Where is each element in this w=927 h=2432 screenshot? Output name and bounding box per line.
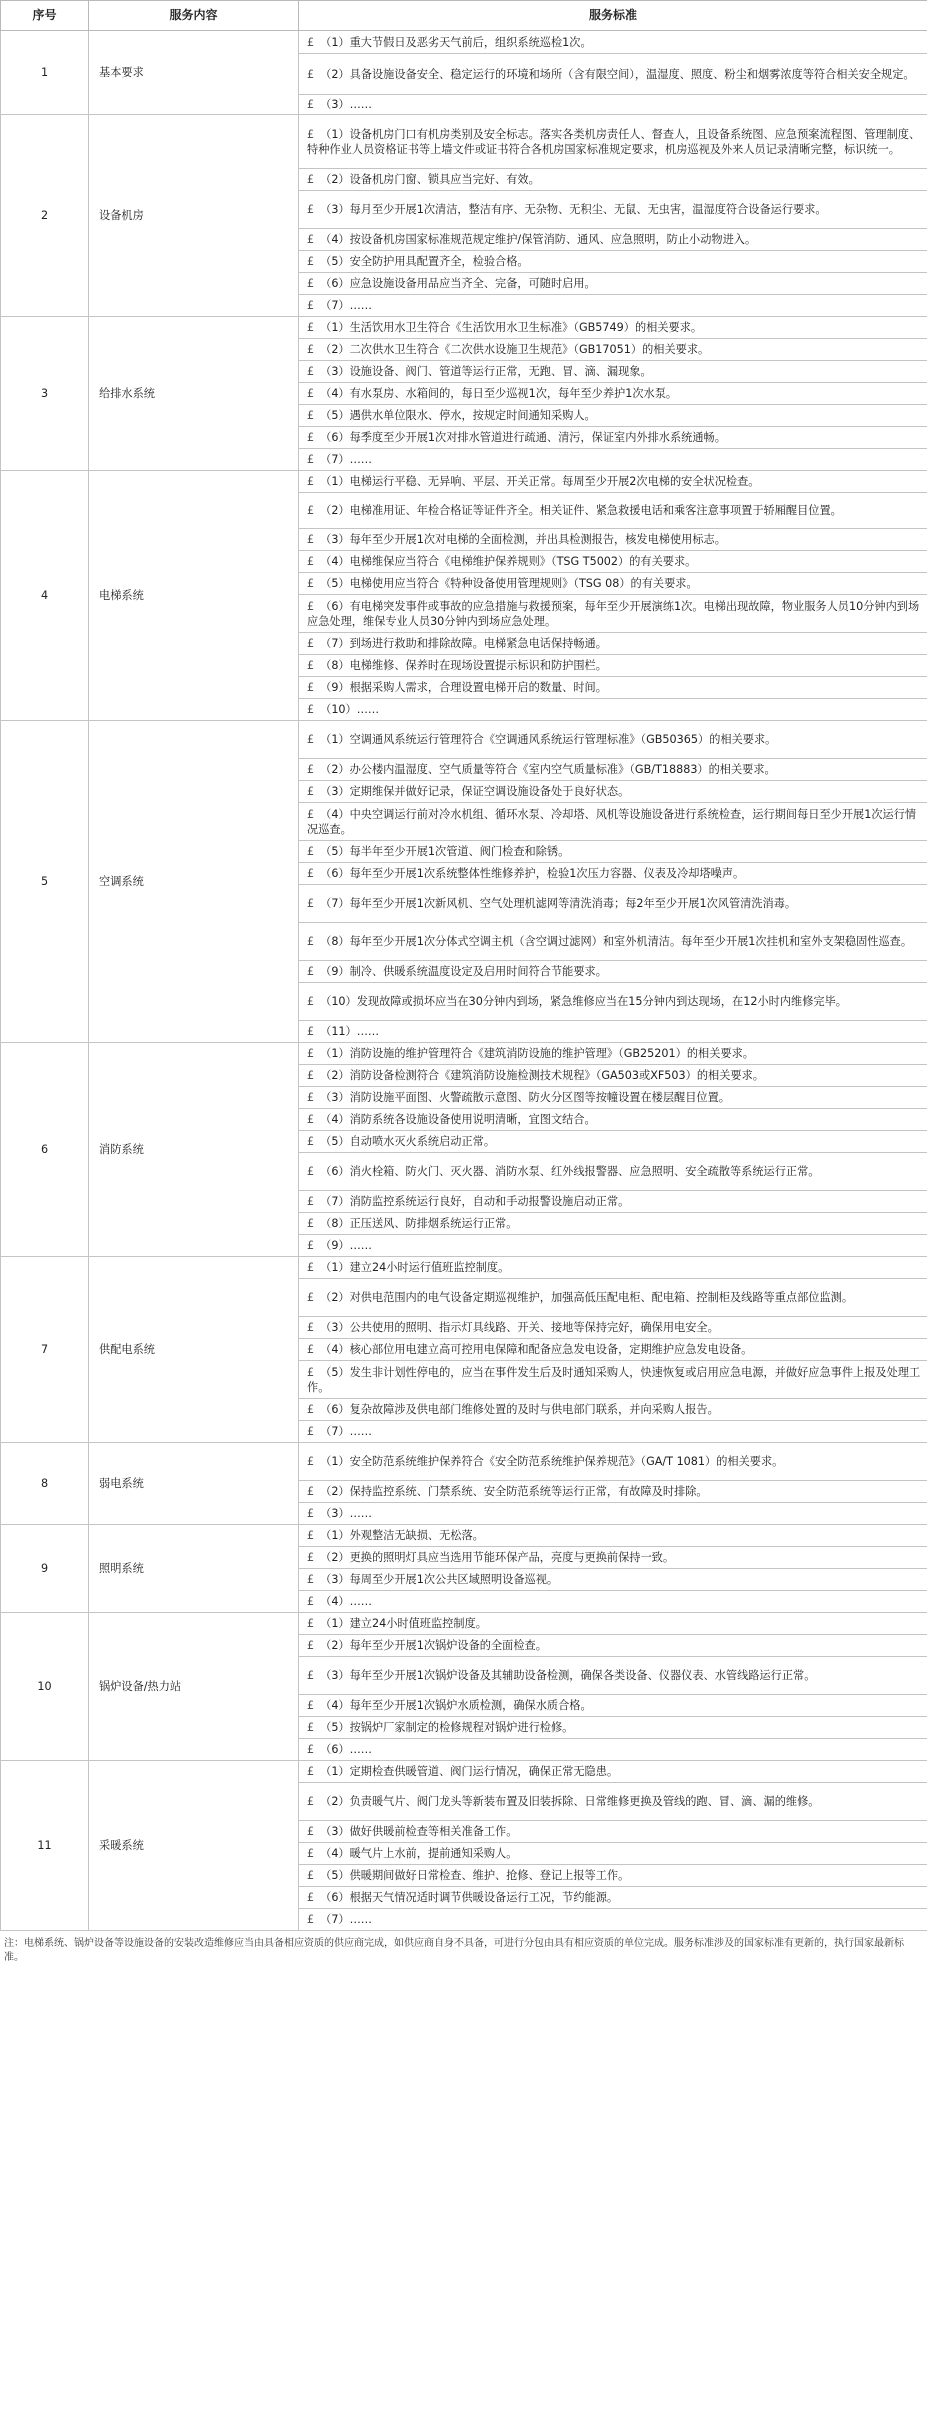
checkbox-icon: £: [307, 233, 315, 246]
standard-item: [299, 721, 927, 759]
standard-item-text: （9）……: [320, 1239, 372, 1252]
standard-item-text: （4）按设备机房国家标准规范规定维护/保管消防、通风、应急照明，防止小动物进入。: [320, 233, 757, 246]
standard-item: [299, 1695, 927, 1717]
checkbox-icon: £: [307, 299, 315, 312]
section-name: 弱电系统: [89, 1443, 299, 1525]
standard-item: [299, 471, 927, 493]
section-name: 照明系统: [89, 1525, 299, 1613]
section-number: 6: [1, 1043, 89, 1257]
table-row: [1, 1761, 927, 1783]
checkbox-icon: £: [307, 1425, 315, 1438]
standard-item-text: （4）电梯维保应当符合《电梯维护保养规则》（TSG T5002）的有关要求。: [320, 555, 697, 568]
standard-item: [299, 529, 927, 551]
standard-item: [299, 1109, 927, 1131]
standard-item-text: （4）……: [320, 1595, 372, 1608]
standard-item-text: （2）负责暖气片、阀门龙头等新装布置及旧装拆除、日常维修更换及管线的跑、冒、滴、漏的维修。: [320, 1795, 820, 1808]
checkbox-icon: £: [307, 35, 315, 49]
checkbox-icon: £: [307, 935, 315, 948]
table-row: [1, 471, 927, 493]
section-number: 9: [1, 1525, 89, 1613]
checkbox-icon: £: [307, 67, 315, 81]
checkbox-icon: £: [307, 1217, 315, 1230]
checkbox-icon: £: [307, 1261, 315, 1274]
section-number: 8: [1, 1443, 89, 1525]
standard-item-text: （5）发生非计划性停电的，应当在事件发生后及时通知采购人，快速恢复或启用应急电源，并做好应急事件上报及处理工作。: [307, 1365, 921, 1394]
standard-item: [299, 169, 927, 191]
standard-item-text: （3）消防设施平面图、火警疏散示意图、防火分区图等按幢设置在楼层醒目位置。: [320, 1091, 730, 1104]
standard-item: [299, 1065, 927, 1087]
standard-item: [299, 1613, 927, 1635]
header-service-standard: 服务标准: [299, 1, 927, 31]
checkbox-icon: £: [307, 1239, 315, 1252]
standard-item-text: （2）每年至少开展1次锅炉设备的全面检查。: [320, 1639, 547, 1652]
standard-item: [299, 95, 927, 115]
standard-item-text: （1）空调通风系统运行管理符合《空调通风系统运行管理标准》（GB50365）的相关要求。: [320, 733, 777, 746]
standard-item: [299, 1635, 927, 1657]
checkbox-icon: £: [307, 203, 315, 216]
standard-item-text: （6）有电梯突发事件或事故的应急措施与救援预案，每年至少开展演练1次。电梯出现故障，物业服务人员10分钟内到场应急处理，维保专业人员30分钟内到场应急处理。: [307, 599, 920, 628]
standard-item-text: （4）有水泵房、水箱间的，每日至少巡视1次，每年至少养护1次水泵。: [320, 387, 678, 400]
standard-item: [299, 1547, 927, 1569]
standard-item-text: （7）……: [320, 1425, 372, 1438]
table-row: [1, 1043, 927, 1065]
standard-item: [299, 1043, 927, 1065]
standard-item: [299, 803, 927, 841]
standard-item: [299, 427, 927, 449]
standard-item-text: （5）供暖期间做好日常检查、维护、抢修、登记上报等工作。: [320, 1869, 630, 1882]
section-name: 基本要求: [89, 31, 299, 115]
standard-item: [299, 759, 927, 781]
standard-item: [299, 1717, 927, 1739]
section-number: 4: [1, 471, 89, 721]
standard-item-text: （3）公共使用的照明、指示灯具线路、开关、接地等保持完好，确保用电安全。: [320, 1321, 719, 1334]
checkbox-icon: £: [307, 1165, 315, 1178]
standard-item: [299, 317, 927, 339]
standard-item: [299, 781, 927, 803]
standard-item-text: （1）消防设施的维护管理符合《建筑消防设施的维护管理》（GB25201）的相关要求。: [320, 1047, 754, 1060]
standard-item: [299, 1153, 927, 1191]
standard-item-text: （6）每季度至少开展1次对排水管道进行疏通、清污，保证室内外排水系统通畅。: [320, 431, 726, 444]
standard-item: [299, 983, 927, 1021]
standard-item: [299, 633, 927, 655]
standard-item-text: （3）每年至少开展1次锅炉设备及其辅助设备检测，确保各类设备、仪器仪表、水管线路运行正常。: [320, 1669, 816, 1682]
checkbox-icon: £: [307, 703, 315, 716]
standard-item-text: （8）每年至少开展1次分体式空调主机（含空调过滤网）和室外机清洁。每年至少开展1次挂机和室外支架稳固性巡查。: [320, 935, 913, 948]
checkbox-icon: £: [307, 1669, 315, 1682]
checkbox-icon: £: [307, 1595, 315, 1608]
standard-item-text: （5）自动喷水灭火系统启动正常。: [320, 1135, 496, 1148]
standard-item-text: （1）安全防范系统维护保养符合《安全防范系统维护保养规范》（GA/T 1081）的相关要求。: [320, 1455, 784, 1468]
standard-item: [299, 655, 927, 677]
standard-item: [299, 383, 927, 405]
standard-item: [299, 1021, 927, 1043]
checkbox-icon: £: [307, 1343, 315, 1356]
standard-item-text: （5）每半年至少开展1次管道、阀门检查和除锈。: [320, 845, 570, 858]
checkbox-icon: £: [307, 807, 315, 821]
standard-item-text: （7）每年至少开展1次新风机、空气处理机滤网等清洗消毒；每2年至少开展1次风管清洗消毒。: [320, 897, 797, 910]
header-no: 序号: [1, 1, 89, 31]
checkbox-icon: £: [307, 1617, 315, 1630]
standard-item-text: （2）设备机房门窗、锁具应当完好、有效。: [320, 173, 540, 186]
checkbox-icon: £: [307, 453, 315, 466]
checkbox-icon: £: [307, 321, 315, 334]
checkbox-icon: £: [307, 555, 315, 568]
checkbox-icon: £: [307, 127, 315, 141]
checkbox-icon: £: [307, 1195, 315, 1208]
standard-item-text: （3）……: [320, 1507, 372, 1520]
checkbox-icon: £: [307, 475, 315, 488]
standard-item: [299, 1213, 927, 1235]
standard-item-text: （4）每年至少开展1次锅炉水质检测，确保水质合格。: [320, 1699, 592, 1712]
section-number: 5: [1, 721, 89, 1043]
standard-item-text: （6）复杂故障涉及供电部门维修处置的及时与供电部门联系，并向采购人报告。: [320, 1403, 719, 1416]
standard-item: [299, 573, 927, 595]
footnote: 注：电梯系统、锅炉设备等设施设备的安装改造维修应当由具备相应资质的供应商完成，如供应商自身不具备，可进行分包由具有相应资质的单位完成。服务标准涉及的国家标准有更新的，执行国家最新标准。: [4, 1938, 904, 1963]
standard-item-text: （1）建立24小时运行值班监控制度。: [320, 1261, 510, 1274]
standard-item: [299, 1279, 927, 1317]
checkbox-icon: £: [307, 533, 315, 546]
standard-item: [299, 699, 927, 721]
checkbox-icon: £: [307, 1721, 315, 1734]
checkbox-icon: £: [307, 637, 315, 650]
standard-item-text: （1）生活饮用水卫生符合《生活饮用水卫生标准》（GB5749）的相关要求。: [320, 321, 703, 334]
checkbox-icon: £: [307, 1485, 315, 1498]
checkbox-icon: £: [307, 1913, 315, 1926]
standard-item: [299, 923, 927, 961]
checkbox-icon: £: [307, 1765, 315, 1778]
standard-item: [299, 1481, 927, 1503]
checkbox-icon: £: [307, 1403, 315, 1416]
checkbox-icon: £: [307, 1069, 315, 1082]
checkbox-icon: £: [307, 98, 315, 111]
standard-item-text: （6）消火栓箱、防火门、灭火器、消防水泵、红外线报警器、应急照明、安全疏散等系统运行正常。: [320, 1165, 820, 1178]
standard-item-text: （2）办公楼内温湿度、空气质量等符合《室内空气质量标准》（GB/T18883）的相关要求。: [320, 763, 776, 776]
checkbox-icon: £: [307, 1047, 315, 1060]
standard-item-text: （5）电梯使用应当符合《特种设备使用管理规则》（TSG 08）的有关要求。: [320, 577, 698, 590]
checkbox-icon: £: [307, 1825, 315, 1838]
checkbox-icon: £: [307, 1847, 315, 1860]
table-header-row: [1, 1, 927, 31]
checkbox-icon: £: [307, 343, 315, 356]
standard-item: [299, 31, 927, 54]
standard-item-text: （1）建立24小时值班监控制度。: [320, 1617, 487, 1630]
standard-item-text: （7）……: [320, 299, 372, 312]
standard-item-text: （6）……: [320, 1743, 372, 1756]
checkbox-icon: £: [307, 1551, 315, 1564]
section-name: 供配电系统: [89, 1257, 299, 1443]
standard-item-text: （10）……: [320, 703, 380, 716]
checkbox-icon: £: [307, 409, 315, 422]
standard-item: [299, 273, 927, 295]
table-row: [1, 115, 927, 169]
standard-item: [299, 841, 927, 863]
standard-item-text: （7）消防监控系统运行良好，自动和手动报警设施启动正常。: [320, 1195, 630, 1208]
checkbox-icon: £: [307, 965, 315, 978]
checkbox-icon: £: [307, 1573, 315, 1586]
standard-item-text: （3）……: [320, 98, 372, 111]
standard-item-text: （3）定期维保并做好记录，保证空调设施设备处于良好状态。: [320, 785, 630, 798]
checkbox-icon: £: [307, 1091, 315, 1104]
standard-item: [299, 1443, 927, 1481]
standard-item-text: （5）遇供水单位限水、停水，按规定时间通知采购人。: [320, 409, 596, 422]
standard-item-text: （5）按锅炉厂家制定的检修规程对锅炉进行检修。: [320, 1721, 574, 1734]
standard-item-text: （1）外观整洁无缺损、无松落。: [320, 1529, 484, 1542]
standard-item: [299, 677, 927, 699]
standard-item-text: （3）每年至少开展1次对电梯的全面检测，并出具检测报告，核发电梯使用标志。: [320, 533, 726, 546]
checkbox-icon: £: [307, 365, 315, 378]
checkbox-icon: £: [307, 733, 315, 746]
checkbox-icon: £: [307, 867, 315, 880]
standard-item-text: （1）设备机房门口有机房类别及安全标志。落实各类机房责任人、督查人，且设备系统图、应急预案流程图、管理制度、特种作业人员资格证书等上墙文件或证书符合各机房国家标准规定要求，机房巡视及外来人员记录清晰完整，标识统一。: [307, 127, 921, 156]
checkbox-icon: £: [307, 763, 315, 776]
checkbox-icon: £: [307, 897, 315, 910]
standard-item: [299, 54, 927, 95]
standard-item: [299, 1191, 927, 1213]
standard-item-text: （3）做好供暖前检查等相关准备工作。: [320, 1825, 518, 1838]
standard-item: [299, 1843, 927, 1865]
standard-item-text: （4）消防系统各设施设备使用说明清晰，宜图文结合。: [320, 1113, 596, 1126]
standard-item-text: （4）中央空调运行前对冷水机组、循环水泵、冷却塔、风机等设施设备进行系统检查，运行期间每日至少开展1次运行情况巡查。: [307, 807, 917, 836]
standard-item-text: （1）电梯运行平稳、无异响、平层、开关正常。每周至少开展2次电梯的安全状况检查。: [320, 475, 760, 488]
standard-item-text: （4）核心部位用电建立高可控用电保障和配备应急发电设备，定期维护应急发电设备。: [320, 1343, 753, 1356]
table-row: [1, 1613, 927, 1635]
table-row: [1, 721, 927, 759]
standard-item-text: （3）每月至少开展1次清洁，整洁有序、无杂物、无积尘、无鼠、无虫害，温湿度符合设备运行要求。: [320, 203, 827, 216]
checkbox-icon: £: [307, 577, 315, 590]
checkbox-icon: £: [307, 659, 315, 672]
checkbox-icon: £: [307, 1025, 315, 1038]
checkbox-icon: £: [307, 1113, 315, 1126]
checkbox-icon: £: [307, 1529, 315, 1542]
standard-item: [299, 449, 927, 471]
standard-item-text: （6）根据天气情况适时调节供暖设备运行工况，节约能源。: [320, 1891, 619, 1904]
standard-item: [299, 1569, 927, 1591]
standard-item-text: （6）每年至少开展1次系统整体性维修养护，检验1次压力容器、仪表及冷却塔噪声。: [320, 867, 745, 880]
standard-item-text: （4）暖气片上水前，提前通知采购人。: [320, 1847, 518, 1860]
standard-item: [299, 885, 927, 923]
standard-item: [299, 1503, 927, 1525]
section-name: 给排水系统: [89, 317, 299, 471]
header-service-content: 服务内容: [89, 1, 299, 31]
table-row: [1, 1257, 927, 1279]
standard-item: [299, 1399, 927, 1421]
standard-item: [299, 493, 927, 529]
table-row: [1, 1525, 927, 1547]
standard-item-text: （2）保持监控系统、门禁系统、安全防范系统等运行正常，有故障及时排除。: [320, 1485, 708, 1498]
standard-item: [299, 1525, 927, 1547]
standard-item-text: （1）重大节假日及恶劣天气前后，组织系统巡检1次。: [320, 35, 592, 49]
checkbox-icon: £: [307, 1639, 315, 1652]
checkbox-icon: £: [307, 1507, 315, 1520]
standard-item: [299, 1257, 927, 1279]
checkbox-icon: £: [307, 1365, 315, 1379]
standard-item: [299, 1339, 927, 1361]
standard-item-text: （2）更换的照明灯具应当选用节能环保产品，亮度与更换前保持一致。: [320, 1551, 675, 1564]
standard-item: [299, 1131, 927, 1153]
section-number: 7: [1, 1257, 89, 1443]
checkbox-icon: £: [307, 845, 315, 858]
checkbox-icon: £: [307, 255, 315, 268]
checkbox-icon: £: [307, 785, 315, 798]
standard-item-text: （8）电梯维修、保养时在现场设置提示标识和防护围栏。: [320, 659, 607, 672]
standard-item: [299, 863, 927, 885]
checkbox-icon: £: [307, 387, 315, 400]
standard-item: [299, 1591, 927, 1613]
standard-item-text: （2）具备设施设备安全、稳定运行的环境和场所（含有限空间），温湿度、照度、粉尘和烟雾浓度等符合相关安全规定。: [320, 67, 915, 81]
checkbox-icon: £: [307, 681, 315, 694]
standard-item-text: （6）应急设施设备用品应当齐全、完备，可随时启用。: [320, 277, 596, 290]
standard-item: [299, 595, 927, 633]
checkbox-icon: £: [307, 1891, 315, 1904]
standard-item-text: （2）电梯准用证、年检合格证等证件齐全。相关证件、紧急救援电话和乘客注意事项置于轿厢醒目位置。: [320, 504, 842, 517]
standard-item-text: （3）每周至少开展1次公共区域照明设备巡视。: [320, 1573, 559, 1586]
checkbox-icon: £: [307, 1135, 315, 1148]
standard-item: [299, 295, 927, 317]
standard-item: [299, 251, 927, 273]
standard-item: [299, 1317, 927, 1339]
checkbox-icon: £: [307, 1869, 315, 1882]
standard-item: [299, 1887, 927, 1909]
section-name: 空调系统: [89, 721, 299, 1043]
standard-item-text: （7）……: [320, 453, 372, 466]
section-number: 11: [1, 1761, 89, 1931]
section-number: 2: [1, 115, 89, 317]
standard-item: [299, 229, 927, 251]
standard-item-text: （9）制冷、供暖系统温度设定及启用时间符合节能要求。: [320, 965, 607, 978]
standard-item-text: （5）安全防护用具配置齐全，检验合格。: [320, 255, 529, 268]
checkbox-icon: £: [307, 173, 315, 186]
standard-item: [299, 1761, 927, 1783]
standard-item-text: （10）发现故障或损坏应当在30分钟内到场，紧急维修应当在15分钟内到达现场，在12小时内维修完毕。: [320, 995, 847, 1008]
checkbox-icon: £: [307, 504, 315, 517]
checkbox-icon: £: [307, 1291, 315, 1304]
standard-item: [299, 361, 927, 383]
table-row: [1, 1443, 927, 1481]
standard-item: [299, 1821, 927, 1843]
table-row: [1, 317, 927, 339]
section-name: 设备机房: [89, 115, 299, 317]
standard-item: [299, 339, 927, 361]
checkbox-icon: £: [307, 431, 315, 444]
standard-item-text: （11）……: [320, 1025, 380, 1038]
section-name: 锅炉设备/热力站: [89, 1613, 299, 1761]
section-name: 电梯系统: [89, 471, 299, 721]
standard-item: [299, 1783, 927, 1821]
standard-item: [299, 1235, 927, 1257]
standard-item-text: （1）定期检查供暖管道、阀门运行情况，确保正常无隐患。: [320, 1765, 619, 1778]
standard-item-text: （9）根据采购人需求，合理设置电梯开启的数量、时间。: [320, 681, 607, 694]
standard-item: [299, 115, 927, 169]
standard-item-text: （2）对供电范围内的电气设备定期巡视维护，加强高低压配电柜、配电箱、控制柜及线路等重点部位监测。: [320, 1291, 854, 1304]
standard-item-text: （3）设施设备、阀门、管道等运行正常，无跑、冒、滴、漏现象。: [320, 365, 652, 378]
standard-item: [299, 1909, 927, 1931]
checkbox-icon: £: [307, 1321, 315, 1334]
standard-item: [299, 1421, 927, 1443]
standard-item-text: （7）到场进行救助和排除故障。电梯紧急电话保持畅通。: [320, 637, 607, 650]
checkbox-icon: £: [307, 995, 315, 1008]
standard-item-text: （8）正压送风、防排烟系统运行正常。: [320, 1217, 518, 1230]
standard-item: [299, 405, 927, 427]
section-name: 消防系统: [89, 1043, 299, 1257]
standard-item: [299, 191, 927, 229]
standard-item: [299, 1657, 927, 1695]
checkbox-icon: £: [307, 1699, 315, 1712]
section-number: 1: [1, 31, 89, 115]
standard-item: [299, 1361, 927, 1399]
standard-item-text: （7）……: [320, 1913, 372, 1926]
checkbox-icon: £: [307, 1455, 315, 1468]
section-name: 采暖系统: [89, 1761, 299, 1931]
standard-item-text: （2）消防设备检测符合《建筑消防设施检测技术规程》（GA503或XF503）的相关要求。: [320, 1069, 764, 1082]
standard-item: [299, 551, 927, 573]
checkbox-icon: £: [307, 277, 315, 290]
table-row: [1, 31, 927, 54]
checkbox-icon: £: [307, 1795, 315, 1808]
standard-item: [299, 961, 927, 983]
standard-item: [299, 1865, 927, 1887]
standard-item: [299, 1739, 927, 1761]
standard-item-text: （2）二次供水卫生符合《二次供水设施卫生规范》（GB17051）的相关要求。: [320, 343, 710, 356]
checkbox-icon: £: [307, 599, 315, 613]
section-number: 3: [1, 317, 89, 471]
standard-item: [299, 1087, 927, 1109]
section-number: 10: [1, 1613, 89, 1761]
checkbox-icon: £: [307, 1743, 315, 1756]
